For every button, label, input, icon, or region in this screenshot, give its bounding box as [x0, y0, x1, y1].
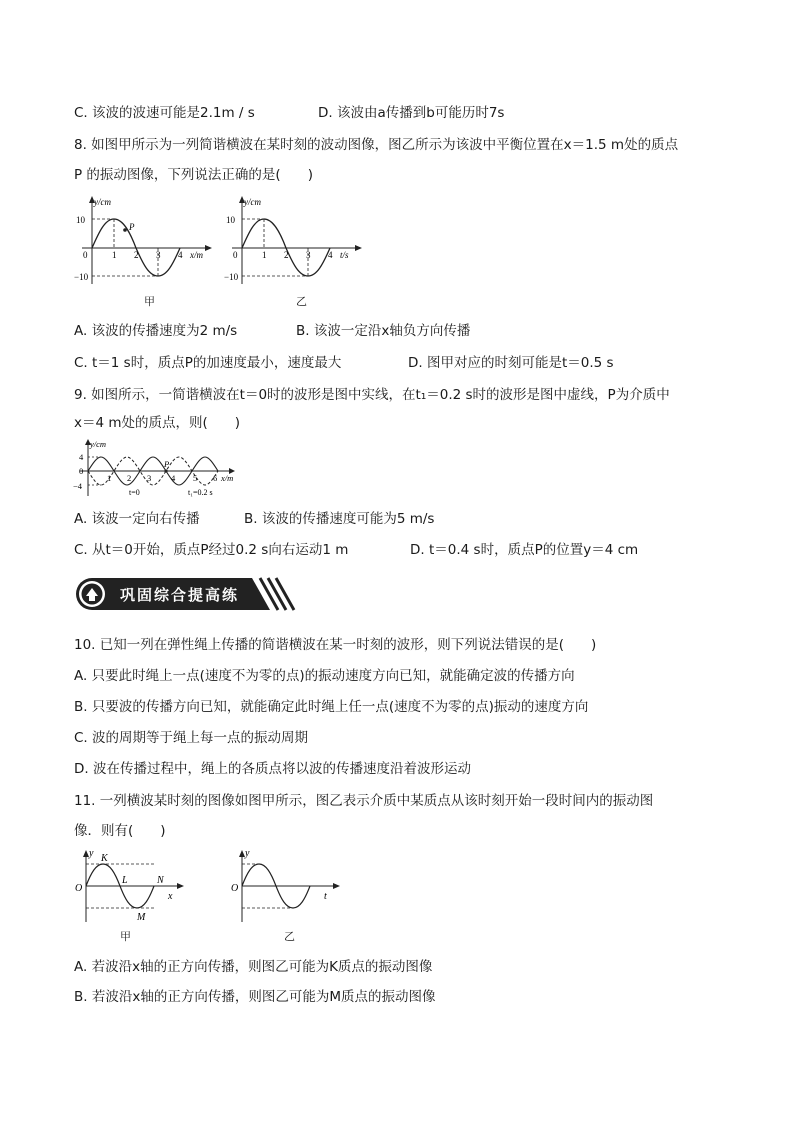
q8b-xtick-3: 3: [306, 250, 311, 260]
q8b-ytick-bottom: −10: [224, 272, 239, 282]
q11a-origin: O: [75, 883, 83, 894]
q9-option-b: B. 该波的传播速度可能为5 m/s: [244, 511, 435, 527]
q11a-xlabel: x: [168, 891, 173, 902]
q8-figure-wave: [72, 192, 222, 288]
q8b-xlabel: t/s: [340, 250, 349, 260]
q8a-ytick-top: 10: [76, 215, 85, 225]
q11-stem-line2: 像．则有( ): [74, 823, 166, 839]
q10-option-a: A. 只要此时绳上一点(速度不为零的点)的振动速度方向已知，就能确定波的传播方向: [74, 668, 575, 684]
q8b-origin: 0: [233, 250, 238, 260]
q8-option-b: B. 该波一定沿x轴负方向传播: [296, 323, 471, 339]
q10-option-d: D. 波在传播过程中，绳上的各质点将以波的传播速度沿着波形运动: [74, 761, 471, 777]
q8-stem-line1: 8. 如图甲所示为一列简谐横波在某时刻的波动图像，图乙所示为该波中平衡位置在x＝1.5 m处的质点: [74, 137, 679, 153]
q8-option-a: A. 该波的传播速度为2 m/s: [74, 323, 238, 339]
q8-option-d: D. 图甲对应的时刻可能是t＝0.5 s: [408, 355, 614, 371]
q9-stem-line2: x＝4 m处的质点，则( ): [74, 415, 241, 431]
q11-option-a: A. 若波沿x轴的正方向传播，则图乙可能为K质点的振动图像: [74, 959, 433, 975]
q9-option-c: C. 从t＝0开始，质点P经过0.2 s向右运动1 m: [74, 542, 349, 558]
q8-figure-vibration-caption: 乙: [296, 295, 307, 308]
q11b-ylabel: y: [245, 848, 250, 859]
q8a-point-p: P: [129, 222, 135, 232]
q9-xtick-1: 1: [107, 473, 112, 483]
section-emblem-icon: [79, 581, 105, 607]
q9-ytick-bottom: −4: [73, 481, 83, 491]
q8b-ytick-top: 10: [226, 215, 235, 225]
q10-option-c: C. 波的周期等于绳上每一点的振动周期: [74, 730, 309, 746]
q11-figure-vibration-caption: 乙: [284, 930, 295, 943]
q9-xtick-4: 4: [171, 473, 176, 483]
q8b-xtick-2: 2: [284, 250, 289, 260]
q11-figure-wave-caption: 甲: [120, 930, 131, 943]
q8a-ylabel: y/cm: [94, 197, 111, 207]
section-title: 巩固综合提高练: [120, 586, 240, 604]
q11a-label-n: N: [157, 875, 164, 886]
q9-ylabel: y/cm: [90, 439, 107, 449]
q8b-xtick-4: 4: [328, 250, 333, 260]
q11a-ylabel: y: [89, 848, 94, 859]
q8-stem-line2: P 的振动图像，下列说法正确的是( ): [74, 167, 313, 183]
q10-option-b: B. 只要波的传播方向已知，就能确定此时绳上任一点(速度不为零的点)振动的速度方向: [74, 699, 589, 715]
q9-xtick-5: 5: [193, 473, 198, 483]
q11-option-b: B. 若波沿x轴的正方向传播，则图乙可能为M质点的振动图像: [74, 989, 436, 1005]
q8-option-c: C. t＝1 s时，质点P的加速度最小，速度最大: [74, 355, 342, 371]
q11a-label-k: K: [101, 853, 108, 864]
q11b-xlabel: t: [324, 891, 327, 902]
q9-figure-waveforms: [72, 438, 250, 500]
q10-stem: 10. 已知一列在弹性绳上传播的简谐横波在某一时刻的波形，则下列说法错误的是( ): [74, 637, 597, 653]
q9-origin: 0: [79, 466, 84, 476]
q8a-xtick-2: 2: [134, 250, 139, 260]
q8-figure-wave-caption: 甲: [144, 295, 155, 308]
q9-ytick-top: 4: [79, 452, 84, 462]
q9-option-a: A. 该波一定向右传播: [74, 511, 200, 527]
q7-option-d: D. 该波由a传播到b可能历时7s: [318, 105, 505, 121]
q11-figure-vibration: [228, 846, 348, 926]
q11a-label-m: M: [137, 912, 146, 923]
q8b-xtick-1: 1: [262, 250, 267, 260]
q9-xtick-2: 2: [127, 473, 132, 483]
q7-option-c: C. 该波的波速可能是2.1m / s: [74, 105, 255, 121]
q9-xtick-6: 6: [213, 473, 218, 483]
q11-stem-line1: 11. 一列横波某时刻的图像如图甲所示，图乙表示介质中某质点从该时刻开始一段时间内的振动图: [74, 793, 654, 809]
q8a-xtick-3: 3: [156, 250, 161, 260]
q11-figure-wave: [72, 846, 192, 926]
q9-point-p: P: [164, 459, 170, 469]
q8a-xlabel: x/m: [190, 250, 203, 260]
q8-figure-vibration: [222, 192, 372, 288]
q8a-ytick-bottom: −10: [74, 272, 89, 282]
q8a-xtick-1: 1: [112, 250, 117, 260]
q8b-ylabel: y/cm: [244, 197, 261, 207]
q11a-label-l: L: [122, 875, 128, 886]
section-banner: [74, 576, 296, 612]
q9-option-d: D. t＝0.4 s时，质点P的位置y＝4 cm: [410, 542, 639, 558]
q9-stem-line1: 9. 如图所示，一简谐横波在t＝0时的波形是图中实线，在t₁＝0.2 s时的波形是图中虚线，P为介质中: [74, 387, 670, 403]
q9-xlabel: x/m: [221, 473, 234, 483]
q8a-origin: 0: [83, 250, 88, 260]
q9-xtick-3: 3: [147, 473, 152, 483]
q8a-xtick-4: 4: [178, 250, 183, 260]
q9-label-dashed: t₁=0.2 s: [188, 488, 213, 497]
q11b-origin: O: [231, 883, 239, 894]
q9-label-solid: t=0: [129, 488, 140, 497]
